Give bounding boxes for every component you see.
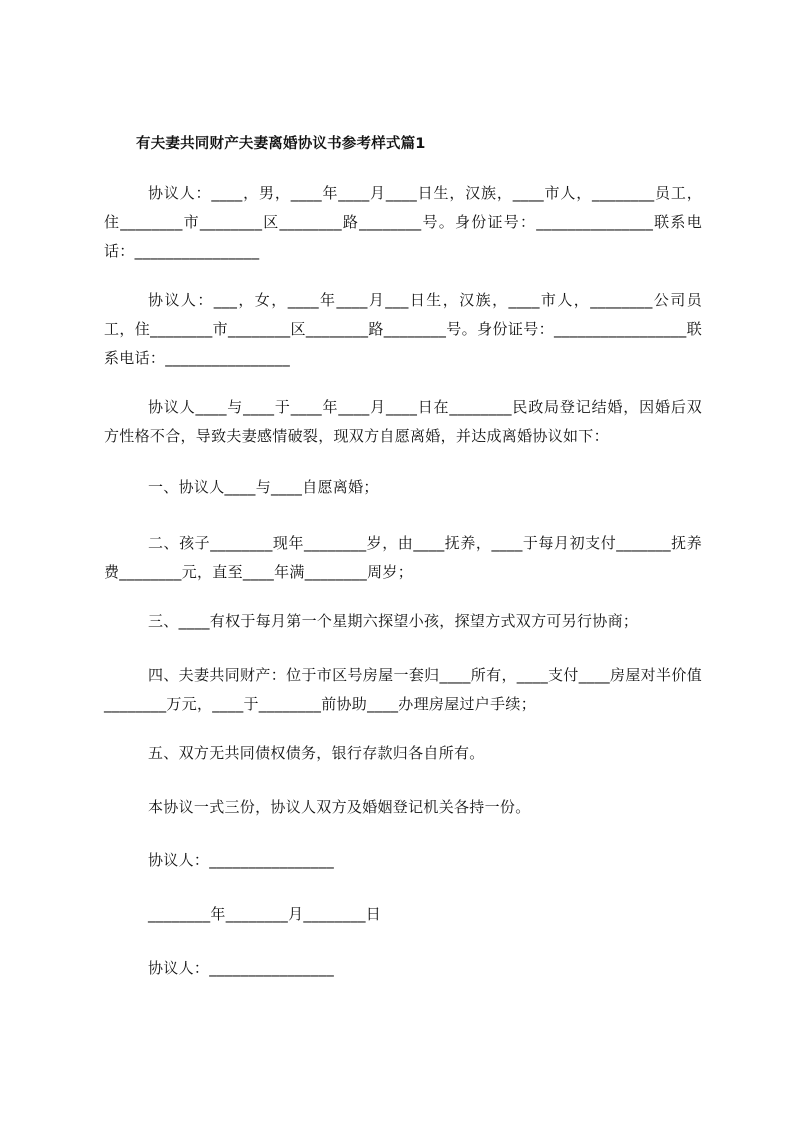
- clause-four: 四、夫妻共同财产：位于市区号房屋一套归____所有，____支付____房屋对半价值________万元，____于________前协助____办理房屋过户手续；: [104, 666, 702, 713]
- clause-one: 一、协议人____与____自愿离婚；: [148, 478, 379, 496]
- party-one-paragraph: 协议人：____，男，____年____月____日生，汉族，____市人，________员工，住________市________区________路________号。身份证号：_______________联系电话：________________: [104, 184, 702, 260]
- clause-two: 二、孩子________现年________岁，由____抚养，____于每月初支付_______抚养费________元，直至____年满________周岁；: [104, 534, 702, 581]
- clause-five: 五、双方无共同债权债务，银行存款归各自所有。: [148, 744, 485, 762]
- copies-statement: 本协议一式三份，协议人双方及婚姻登记机关各持一份。: [148, 798, 531, 816]
- party-two-paragraph: 协议人：___，女，____年____月___日生，汉族，____市人，________公司员工，住________市________区________路________号。身份证号：_________________联系电话：________________: [104, 291, 702, 367]
- marriage-statement-paragraph: 协议人____与____于____年____月____日在________民政局登记结婚，因婚后双方性格不合，导致夫妻感情破裂，现双方自愿离婚，并达成离婚协议如下：: [104, 398, 702, 445]
- clause-three: 三、____有权于每月第一个星期六探望小孩，探望方式双方可另行协商；: [148, 612, 639, 630]
- document-title: 有夫妻共同财产夫妻离婚协议书参考样式篇1: [136, 136, 426, 152]
- signature-line-party-one: 协议人：________________: [148, 851, 335, 869]
- date-line: ________年________月________日: [148, 905, 382, 923]
- signature-line-party-two: 协议人：________________: [148, 959, 335, 977]
